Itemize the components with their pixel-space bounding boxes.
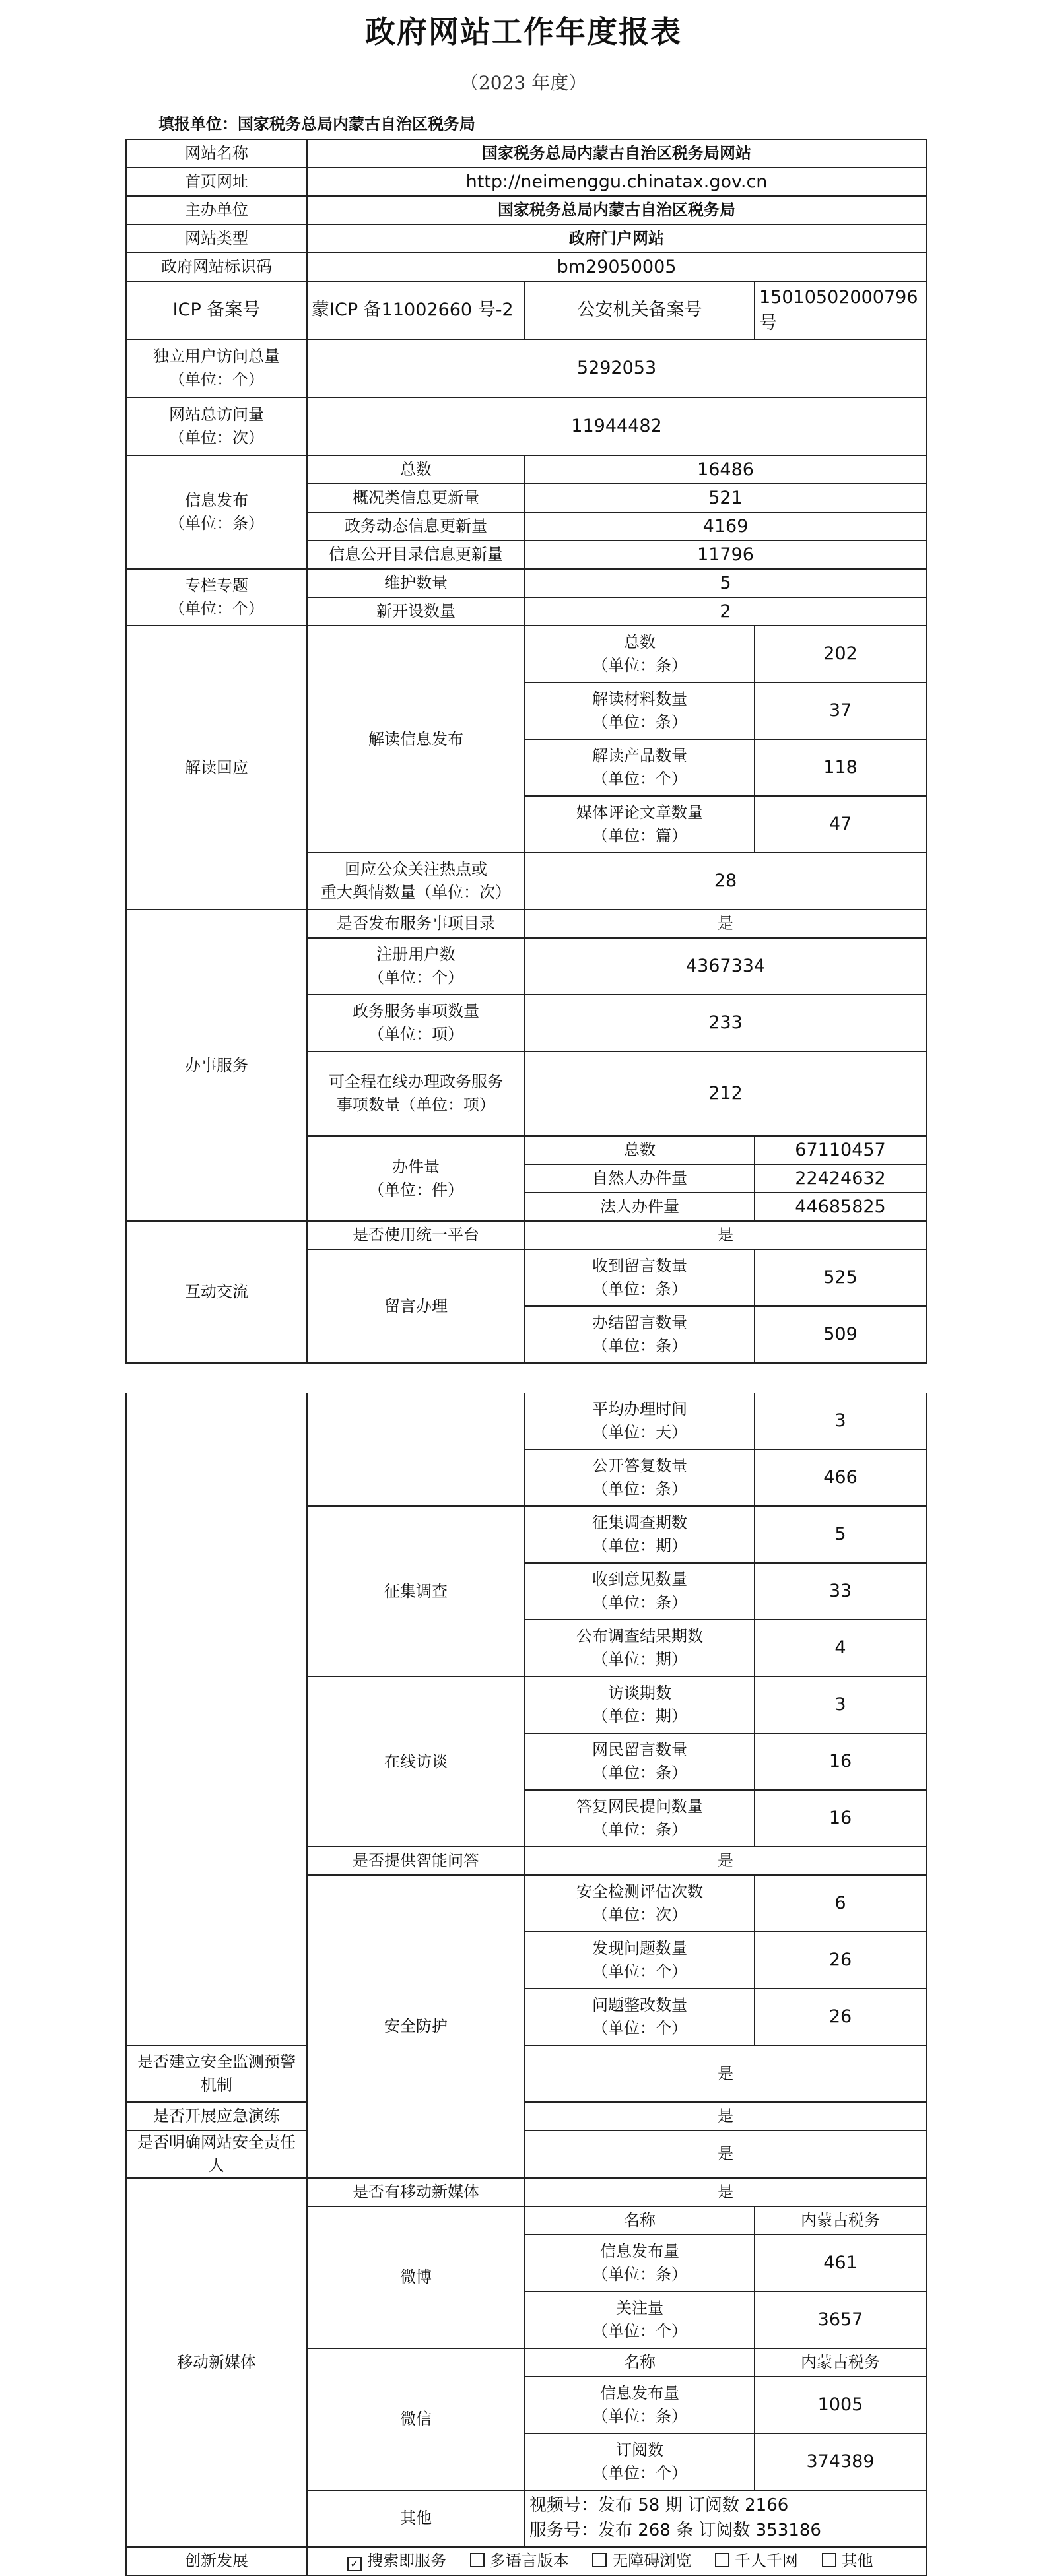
info-row-value: 11796 [525, 541, 926, 569]
report-year: （2023 年度） [459, 72, 588, 94]
volume-row-label: 法人办件量 [525, 1193, 755, 1221]
volume-row-label: 自然人办件量 [525, 1164, 755, 1193]
catalog-value: 是 [525, 909, 926, 938]
online-value: 212 [525, 1051, 926, 1136]
sponsor-value: 国家税务总局内蒙古自治区税务局 [307, 196, 926, 224]
column-row-label: 维护数量 [307, 569, 525, 597]
message-row-value: 509 [755, 1306, 926, 1363]
message-row-label: 办结留言数量 （单位：条） [525, 1306, 755, 1363]
interpret-row-label: 总数 （单位：条） [525, 626, 755, 682]
info-row-value: 521 [525, 484, 926, 512]
talk-row-value: 3 [755, 1676, 926, 1733]
talk-row-label: 网民留言数量 （单位：条） [525, 1733, 755, 1790]
uv-value: 5292053 [307, 339, 926, 397]
icp-value: 蒙ICP 备11002660 号-2 [307, 281, 525, 339]
weibo-row-label: 信息发布量 （单位：条） [525, 2235, 755, 2292]
weibo-name-label: 名称 [525, 2206, 755, 2235]
icp-label: ICP 备案号 [126, 281, 307, 339]
weibo-row-label: 关注量 （单位：个） [525, 2292, 755, 2348]
mobile-section-label: 移动新媒体 [126, 2178, 307, 2547]
security-row-label: 安全检测评估次数 （单位：次） [525, 1875, 755, 1932]
weibo-label: 微博 [307, 2206, 525, 2348]
interpret-row-value: 37 [755, 682, 926, 739]
interact-continued-label [126, 1393, 307, 2045]
drill-label: 是否开展应急演练 [126, 2102, 307, 2130]
talk-row-value: 16 [755, 1733, 926, 1790]
duty-value: 是 [525, 2130, 926, 2178]
volume-row-value: 22424632 [755, 1164, 926, 1193]
checkbox-empty-icon[interactable] [470, 2553, 485, 2567]
security-row-label: 问题整改数量 （单位：个） [525, 1989, 755, 2045]
monitor-label: 是否建立安全监测预警 机制 [126, 2045, 307, 2102]
option-multilang[interactable]: 多语言版本 [470, 2550, 569, 2573]
checkbox-empty-icon[interactable] [822, 2553, 836, 2567]
filling-unit: 填报单位：国家税务总局内蒙古自治区税务局 [158, 114, 475, 133]
url-value: http://neimenggu.chinatax.gov.cn [307, 168, 926, 196]
talk-row-label: 访谈期数 （单位：期） [525, 1676, 755, 1733]
survey-row-value: 4 [755, 1620, 926, 1676]
wechat-row-label: 订阅数 （单位：个） [525, 2433, 755, 2490]
other-media-value [525, 2490, 926, 2547]
uv-label: 独立用户访问总量 （单位：个） [126, 339, 307, 397]
users-value: 4367334 [525, 938, 926, 995]
volume-row-label: 总数 [525, 1136, 755, 1164]
talk-label: 在线访谈 [307, 1676, 525, 1847]
checkbox-empty-icon[interactable] [715, 2553, 729, 2567]
site-type-label: 网站类型 [126, 224, 307, 253]
interpret-row-label: 解读产品数量 （单位：个） [525, 739, 755, 796]
site-id-value: bm29050005 [307, 253, 926, 281]
message-continued-label [307, 1393, 525, 1506]
has-mobile-label: 是否有移动新媒体 [307, 2178, 525, 2206]
police-label: 公安机关备案号 [525, 281, 755, 339]
sponsor-label: 主办单位 [126, 196, 307, 224]
pv-label: 网站总访问量 （单位：次） [126, 397, 307, 455]
wechat-row-value: 374389 [755, 2433, 926, 2490]
report-table-part1 [125, 139, 927, 1364]
survey-row-label: 公布调查结果期数 （单位：期） [525, 1620, 755, 1676]
qa-label: 是否提供智能问答 [307, 1847, 525, 1875]
message-row-label: 平均办理时间 （单位：天） [525, 1393, 755, 1449]
security-row-value: 26 [755, 1989, 926, 2045]
security-row-label: 发现问题数量 （单位：个） [525, 1932, 755, 1989]
message-row-value: 3 [755, 1393, 926, 1449]
security-row-value: 26 [755, 1932, 926, 1989]
items-label: 政务服务事项数量 （单位：项） [307, 995, 525, 1051]
weibo-row-value: 3657 [755, 2292, 926, 2348]
message-label: 留言办理 [307, 1249, 525, 1363]
survey-row-label: 收到意见数量 （单位：条） [525, 1563, 755, 1620]
volume-row-value: 67110457 [755, 1136, 926, 1164]
survey-row-value: 33 [755, 1563, 926, 1620]
service-section-label: 办事服务 [126, 909, 307, 1221]
wechat-name-value: 内蒙古税务 [755, 2348, 926, 2377]
drill-value: 是 [525, 2102, 926, 2130]
column-row-value: 5 [525, 569, 926, 597]
catalog-label: 是否发布服务事项目录 [307, 909, 525, 938]
info-row-label: 概况类信息更新量 [307, 484, 525, 512]
innovation-label: 创新发展 [126, 2547, 307, 2575]
url-label: 首页网址 [126, 168, 307, 196]
platform-value: 是 [525, 1221, 926, 1249]
interpret-sub-label: 解读信息发布 [307, 626, 525, 853]
message-row-value: 466 [755, 1449, 926, 1506]
volume-row-value: 44685825 [755, 1193, 926, 1221]
online-label: 可全程在线办理政务服务 事项数量（单位：项） [307, 1051, 525, 1136]
column-row-value: 2 [525, 597, 926, 626]
pv-value: 11944482 [307, 397, 926, 455]
report-table-part2 [125, 1393, 927, 2576]
wechat-row-label: 信息发布量 （单位：条） [525, 2377, 755, 2433]
monitor-value: 是 [525, 2045, 926, 2102]
volume-label: 办件量 （单位：件） [307, 1136, 525, 1221]
talk-row-value: 16 [755, 1790, 926, 1847]
qa-value: 是 [525, 1847, 926, 1875]
message-row-label: 收到留言数量 （单位：条） [525, 1249, 755, 1306]
wechat-label: 微信 [307, 2348, 525, 2490]
security-section-label: 安全防护 [307, 1875, 525, 2178]
message-row-label: 公开答复数量 （单位：条） [525, 1449, 755, 1506]
column-section-label: 专栏专题 （单位：个） [126, 569, 307, 626]
checkbox-empty-icon[interactable] [592, 2553, 607, 2567]
report-title: 政府网站工作年度报表 [365, 14, 682, 50]
survey-row-label: 征集调查期数 （单位：期） [525, 1506, 755, 1563]
response-label: 回应公众关注热点或 重大舆情数量（单位：次） [307, 853, 525, 909]
other-media-label: 其他 [307, 2490, 525, 2547]
security-row-value: 6 [755, 1875, 926, 1932]
has-mobile-value: 是 [525, 2178, 926, 2206]
site-name-label: 网站名称 [126, 139, 307, 168]
wechat-row-value: 1005 [755, 2377, 926, 2433]
video-account-line: 视频号：发布 58 期 订阅数 2166 [529, 2495, 789, 2515]
users-label: 注册用户数 （单位：个） [307, 938, 525, 995]
site-type-value: 政府门户网站 [307, 224, 926, 253]
weibo-name-value: 内蒙古税务 [755, 2206, 926, 2235]
option-personalized[interactable]: 千人千网 [715, 2550, 798, 2573]
duty-label: 是否明确网站安全责任人 [126, 2130, 307, 2178]
interpret-row-value: 47 [755, 796, 926, 853]
interpret-section-label: 解读回应 [126, 626, 307, 909]
interpret-row-value: 202 [755, 626, 926, 682]
interact-section-label: 互动交流 [126, 1221, 307, 1363]
option-accessibility[interactable]: 无障碍浏览 [592, 2550, 691, 2573]
police-value: 15010502000796 号 [755, 281, 926, 339]
site-id-label: 政府网站标识码 [126, 253, 307, 281]
talk-row-label: 答复网民提问数量 （单位：条） [525, 1790, 755, 1847]
survey-row-value: 5 [755, 1506, 926, 1563]
info-row-label: 总数 [307, 455, 525, 484]
info-section-label: 信息发布 （单位：条） [126, 455, 307, 569]
interpret-row-label: 解读材料数量 （单位：条） [525, 682, 755, 739]
wechat-name-label: 名称 [525, 2348, 755, 2377]
info-row-label: 政务动态信息更新量 [307, 512, 525, 541]
option-other[interactable]: 其他 [822, 2550, 873, 2573]
info-row-value: 4169 [525, 512, 926, 541]
innovation-options [307, 2547, 926, 2575]
option-search-service[interactable]: ✓ 搜索即服务 [347, 2550, 446, 2573]
info-row-value: 16486 [525, 455, 926, 484]
site-name-value: 国家税务总局内蒙古自治区税务局网站 [307, 139, 926, 168]
interpret-row-label: 媒体评论文章数量 （单位：篇） [525, 796, 755, 853]
service-account-line: 服务号：发布 268 条 订阅数 353186 [529, 2520, 821, 2540]
response-value: 28 [525, 853, 926, 909]
info-row-label: 信息公开目录信息更新量 [307, 541, 525, 569]
platform-label: 是否使用统一平台 [307, 1221, 525, 1249]
weibo-row-value: 461 [755, 2235, 926, 2292]
checkbox-checked-icon[interactable]: ✓ [347, 2557, 362, 2571]
items-value: 233 [525, 995, 926, 1051]
interpret-row-value: 118 [755, 739, 926, 796]
column-row-label: 新开设数量 [307, 597, 525, 626]
message-row-value: 525 [755, 1249, 926, 1306]
survey-label: 征集调查 [307, 1506, 525, 1676]
